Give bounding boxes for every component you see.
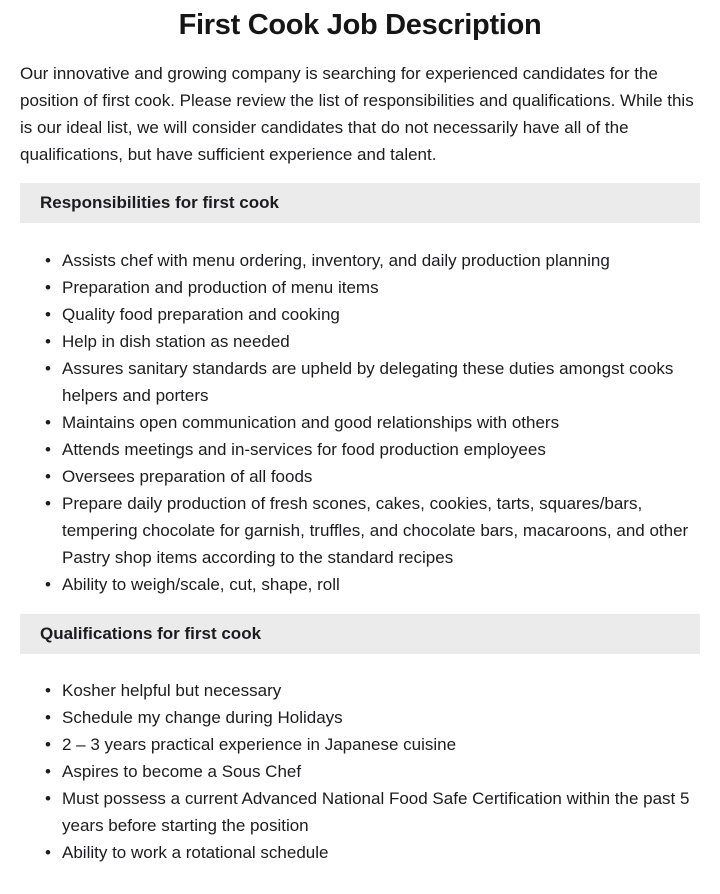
section-heading-text: Qualifications for first cook [40,624,262,643]
intro-paragraph: Our innovative and growing company is searching for experienced candidates for the position of first cook. Please review the list of responsibilities and qualifications. While this is our ideal list, we will consider candidates that do not necessarily have all of the qualifications, but have sufficient experience and talent. [20,64,694,164]
list-item: • Schedule my change during Holidays [62,704,700,731]
list-item: • 2 – 3 years practical experience in Japanese cuisine [62,731,700,758]
list-item: • Assists chef with menu ordering, inventory, and daily production planning [62,247,700,274]
list-item: • Oversees preparation of all foods [62,463,700,490]
list-item: • Preparation and production of menu items [62,274,700,301]
responsibilities-list [20,247,700,598]
section-heading-text: Responsibilities for first cook [40,193,279,212]
list-item: • Kosher helpful but necessary [62,677,700,704]
list-item: • Assures sanitary standards are upheld by delegating these duties amongst cooks helpers and porters [62,355,700,409]
list-item: • Ability to weigh/scale, cut, shape, roll [62,571,700,598]
section-header-responsibilities [20,183,700,223]
list-item: • Prepare daily production of fresh scones, cakes, cookies, tarts, squares/bars, tempering chocolate for garnish, truffles, and chocolate bars, macaroons, and other Pastry shop items according to the standard recipes [62,490,700,571]
list-item: • Help in dish station as needed [62,328,700,355]
list-item: • Maintains open communication and good relationships with others [62,409,700,436]
list-item: • Quality food preparation and cooking [62,301,700,328]
list-item: • Aspires to become a Sous Chef [62,758,700,785]
page-title: First Cook Job Description [178,9,542,41]
section-header-qualifications [20,614,700,654]
list-item: • Must possess a current Advanced National Food Safe Certification within the past 5 years before starting the position [62,785,700,839]
qualifications-list [20,677,700,866]
list-item: • Attends meetings and in-services for food production employees [62,436,700,463]
list-item: • Ability to work a rotational schedule [62,839,700,866]
